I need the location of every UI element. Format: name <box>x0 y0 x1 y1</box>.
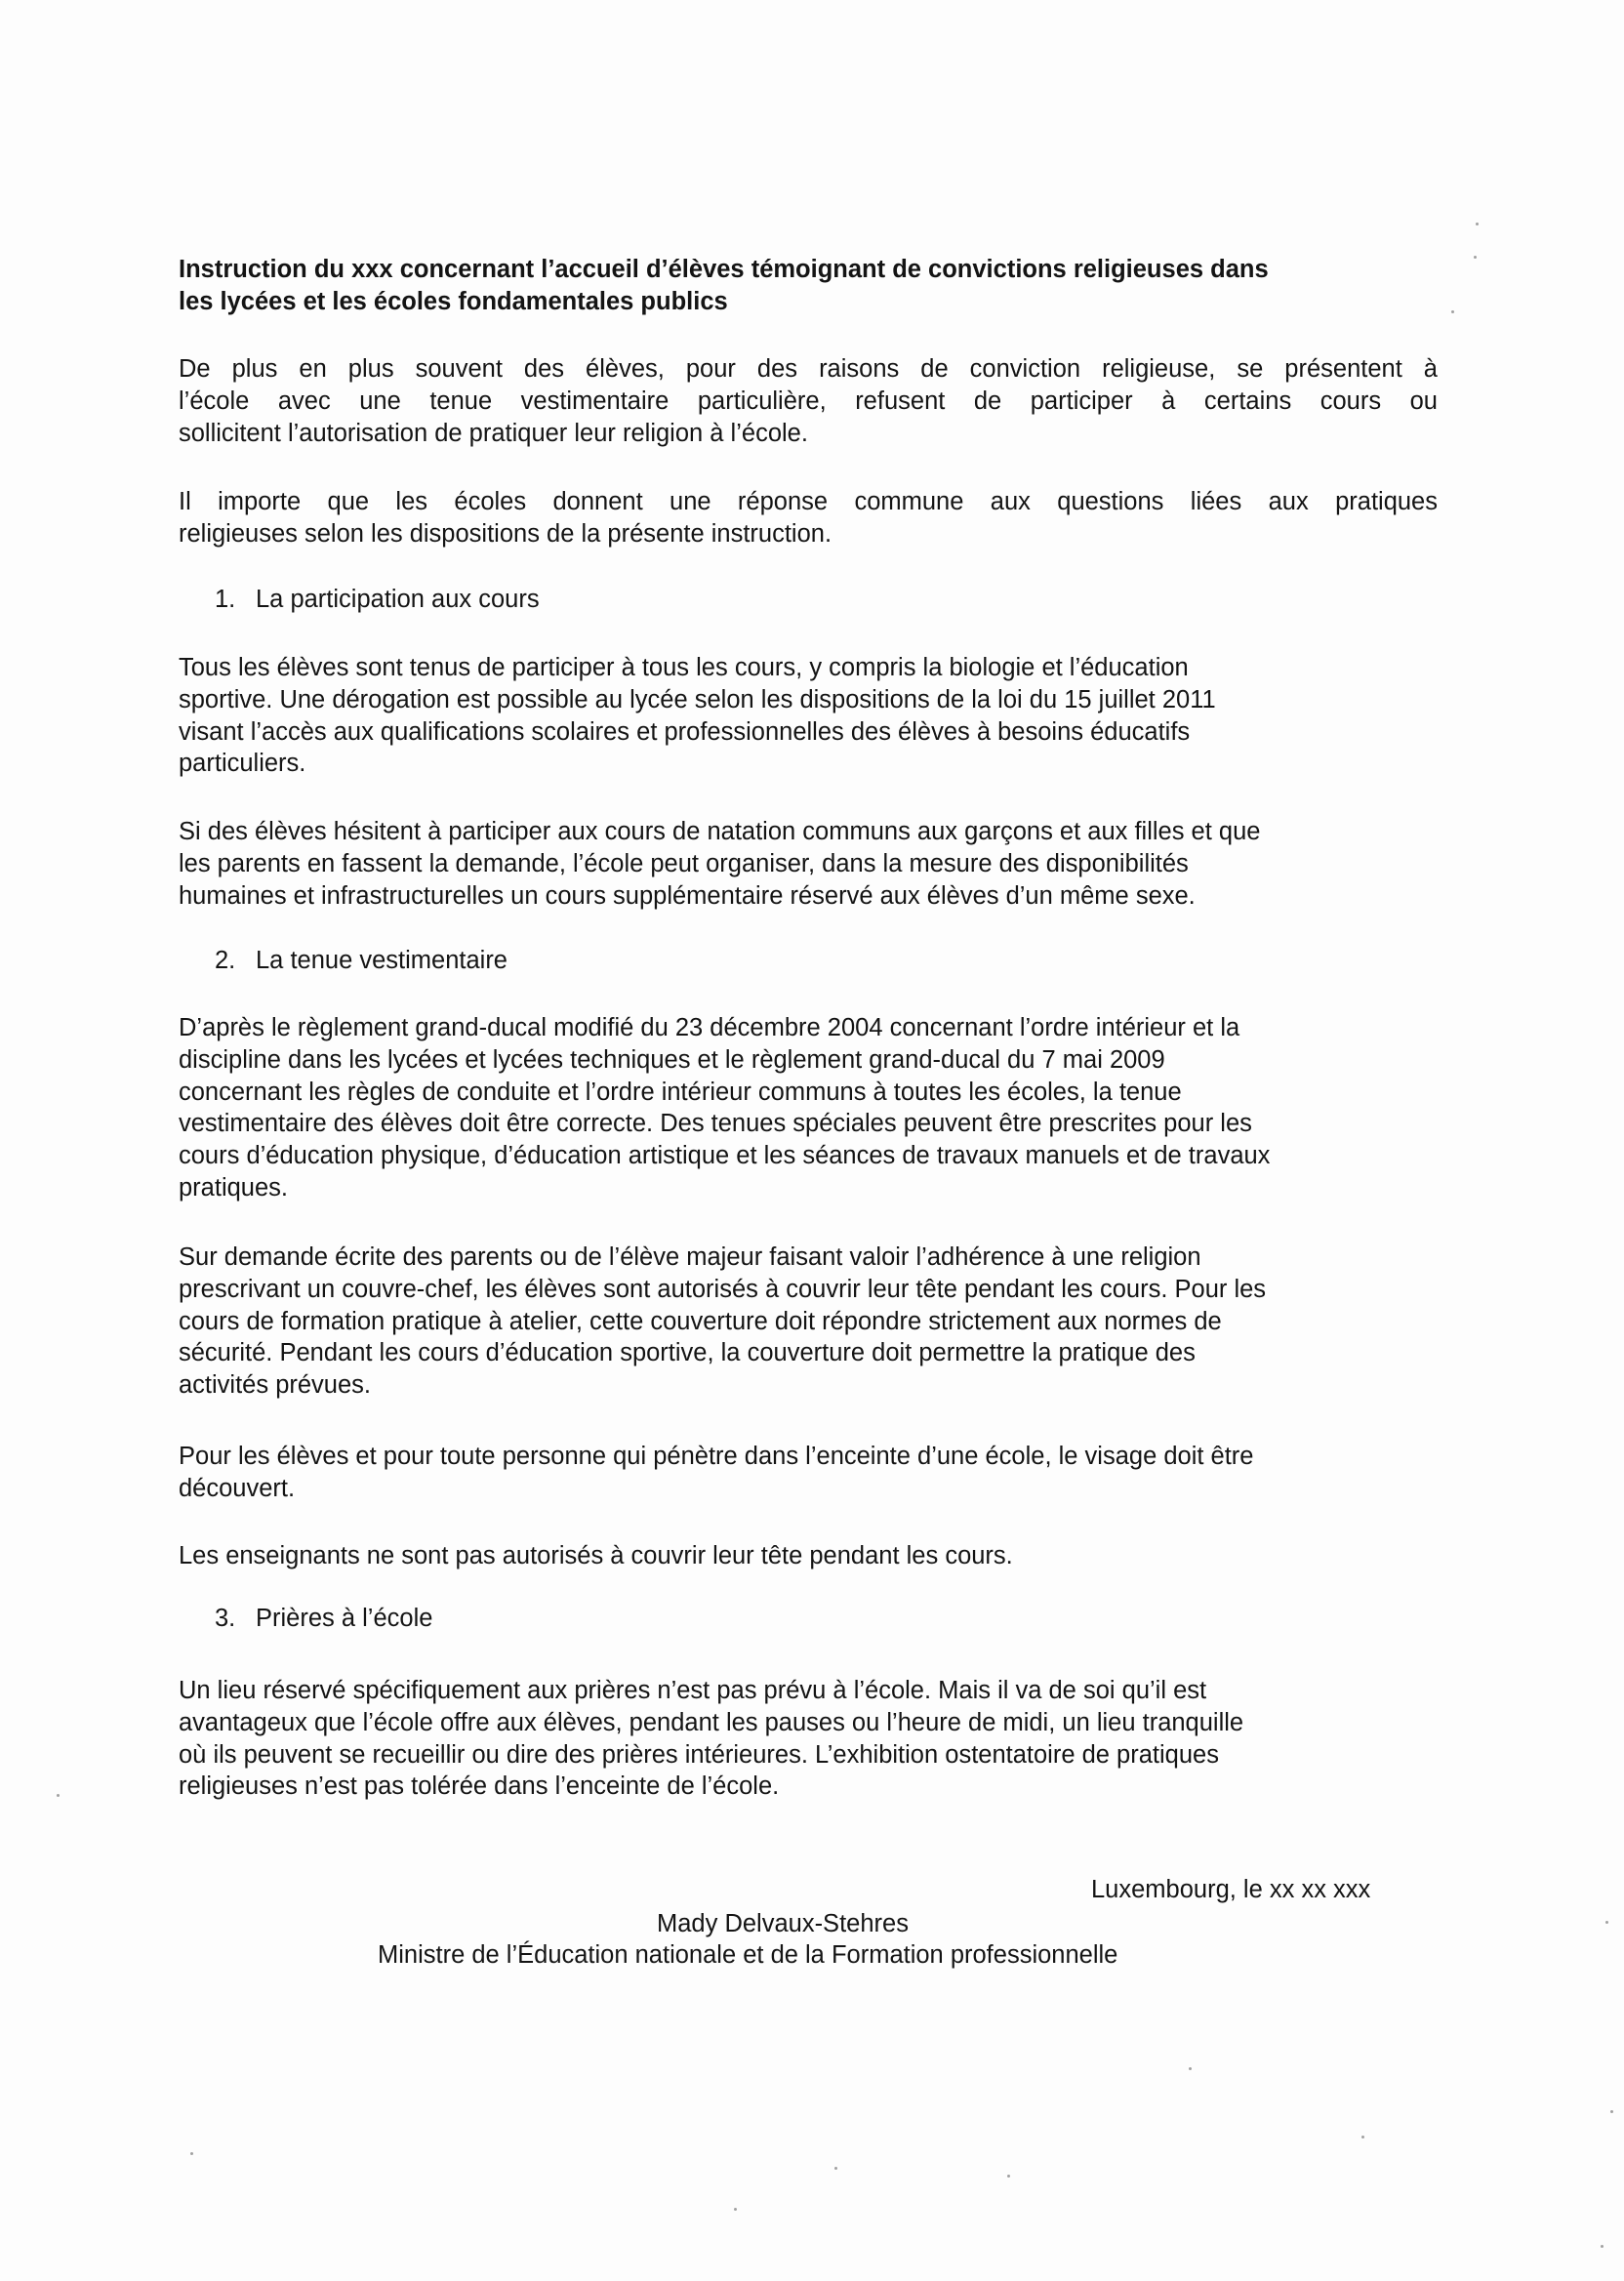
text-line: l’école avec une tenue vestimentaire particulière, refusent de participer à certains cours ou <box>179 387 1438 415</box>
text-line: religieuses n’est pas tolérée dans l’enceinte de l’école. <box>179 1772 780 1801</box>
scan-speck <box>1189 2067 1192 2070</box>
section-heading-2 <box>215 945 508 976</box>
scan-speck <box>834 2167 837 2170</box>
document-title <box>179 254 1438 318</box>
text-line: Pour les élèves et pour toute personne qui pénètre dans l’enceinte d’une école, le visage doit être <box>179 1443 1254 1470</box>
section-3-paragraph-1 <box>179 1675 1438 1803</box>
text-line: visant l’accès aux qualifications scolaires et professionnelles des élèves à besoins éducatifs <box>179 717 1191 746</box>
intro-paragraph-2 <box>179 486 1438 550</box>
scan-speck <box>57 1794 60 1797</box>
scan-speck <box>1605 1921 1608 1924</box>
text-line: vestimentaire des élèves doit être correcte. Des tenues spéciales peuvent être prescrites pour les <box>179 1110 1252 1138</box>
text-line: les parents en fassent la demande, l’école peut organiser, dans la mesure des disponibilités <box>179 849 1189 877</box>
text-line: Les enseignants ne sont pas autorisés à couvrir leur tête pendant les cours. <box>179 1542 1013 1569</box>
text-line: prescrivant un couvre-chef, les élèves sont autorisés à couvrir leur tête pendant les cours. Pour les <box>179 1275 1267 1303</box>
signatory-name: Mady Delvaux-Stehres <box>657 1910 909 1937</box>
section-2-paragraph-3 <box>179 1441 1438 1505</box>
text-line: activités prévues. <box>179 1371 372 1400</box>
text-line: cours de formation pratique à atelier, cette couverture doit répondre strictement aux normes de <box>179 1307 1222 1335</box>
section-title: La tenue vestimentaire <box>256 947 508 974</box>
section-number: 1. <box>215 586 236 613</box>
text-line: Il importe que les écoles donnent une réponse commune aux questions liées aux pratiques <box>179 488 1438 515</box>
section-2-paragraph-1 <box>179 1012 1438 1204</box>
text-line: sollicitent l’autorisation de pratiquer leur religion à l’école. <box>179 419 808 447</box>
scan-speck <box>1007 2175 1010 2178</box>
text-line: sportive. Une dérogation est possible au lycée selon les dispositions de la loi du 15 juillet 2011 <box>179 685 1216 713</box>
text-line: discipline dans les lycées et lycées techniques et le règlement grand-ducal du 7 mai 2009 <box>179 1045 1165 1074</box>
section-number: 2. <box>215 947 236 974</box>
signatory-role: Ministre de l’Éducation nationale et de la Formation professionnelle <box>378 1941 1118 1969</box>
place-and-date: Luxembourg, le xx xx xxx <box>1091 1876 1371 1903</box>
text-line: particuliers. <box>179 750 306 778</box>
text-line: humaines et infrastructurelles un cours supplémentaire réservé aux élèves d’un même sexe. <box>179 881 1196 910</box>
text-line: Tous les élèves sont tenus de participer à tous les cours, y compris la biologie et l’éducation <box>179 654 1189 681</box>
section-heading-3 <box>215 1603 432 1634</box>
text-line: religieuses selon les dispositions de la présente instruction. <box>179 519 832 548</box>
text-line: Sur demande écrite des parents ou de l’élève majeur faisant valoir l’adhérence à une religion <box>179 1243 1201 1271</box>
text-line: avantageux que l’école offre aux élèves, pendant les pauses ou l’heure de midi, un lieu tranquille <box>179 1708 1244 1736</box>
scan-speck <box>1451 310 1454 313</box>
text-line: où ils peuvent se recueillir ou dire des prières intérieures. L’exhibition ostentatoire de pratiques <box>179 1740 1219 1769</box>
section-2-paragraph-4 <box>179 1540 1438 1572</box>
text-line: sécurité. Pendant les cours d’éducation sportive, la couverture doit permettre la pratique des <box>179 1339 1196 1367</box>
section-title: La participation aux cours <box>256 586 540 613</box>
section-title: Prières à l’école <box>256 1605 433 1632</box>
text-line: découvert. <box>179 1474 296 1502</box>
title-line: les lycées et les écoles fondamentales publics <box>179 287 728 315</box>
scan-speck <box>1610 2110 1613 2113</box>
title-line: Instruction du xxx concernant l’accueil d’élèves témoignant de convictions religieuses dans <box>179 256 1269 283</box>
scan-speck <box>1601 2245 1604 2248</box>
text-line: D’après le règlement grand-ducal modifié du 23 décembre 2004 concernant l’ordre intérieur et la <box>179 1014 1240 1041</box>
text-line: concernant les règles de conduite et l’ordre intérieur communs à toutes les écoles, la tenue <box>179 1078 1182 1106</box>
text-line: Un lieu réservé spécifiquement aux prières n’est pas prévu à l’école. Mais il va de soi qu’il est <box>179 1677 1207 1704</box>
text-line: Si des élèves hésitent à participer aux cours de natation communs aux garçons et aux filles et que <box>179 818 1261 845</box>
section-heading-1 <box>215 584 540 615</box>
scan-speck <box>190 2152 193 2155</box>
section-number: 3. <box>215 1605 236 1632</box>
scan-speck <box>1361 2136 1364 2138</box>
text-line: cours d’éducation physique, d’éducation artistique et les séances de travaux manuels et de travaux <box>179 1142 1271 1170</box>
text-line: De plus en plus souvent des élèves, pour des raisons de conviction religieuse, se présentent à <box>179 355 1438 383</box>
scan-speck <box>734 2208 737 2211</box>
scan-speck <box>1474 256 1477 259</box>
section-1-paragraph-2 <box>179 816 1438 912</box>
text-line: pratiques. <box>179 1173 288 1202</box>
intro-paragraph-1 <box>179 353 1438 449</box>
section-1-paragraph-1 <box>179 652 1438 780</box>
scan-speck <box>1476 223 1479 225</box>
section-2-paragraph-2 <box>179 1242 1438 1402</box>
